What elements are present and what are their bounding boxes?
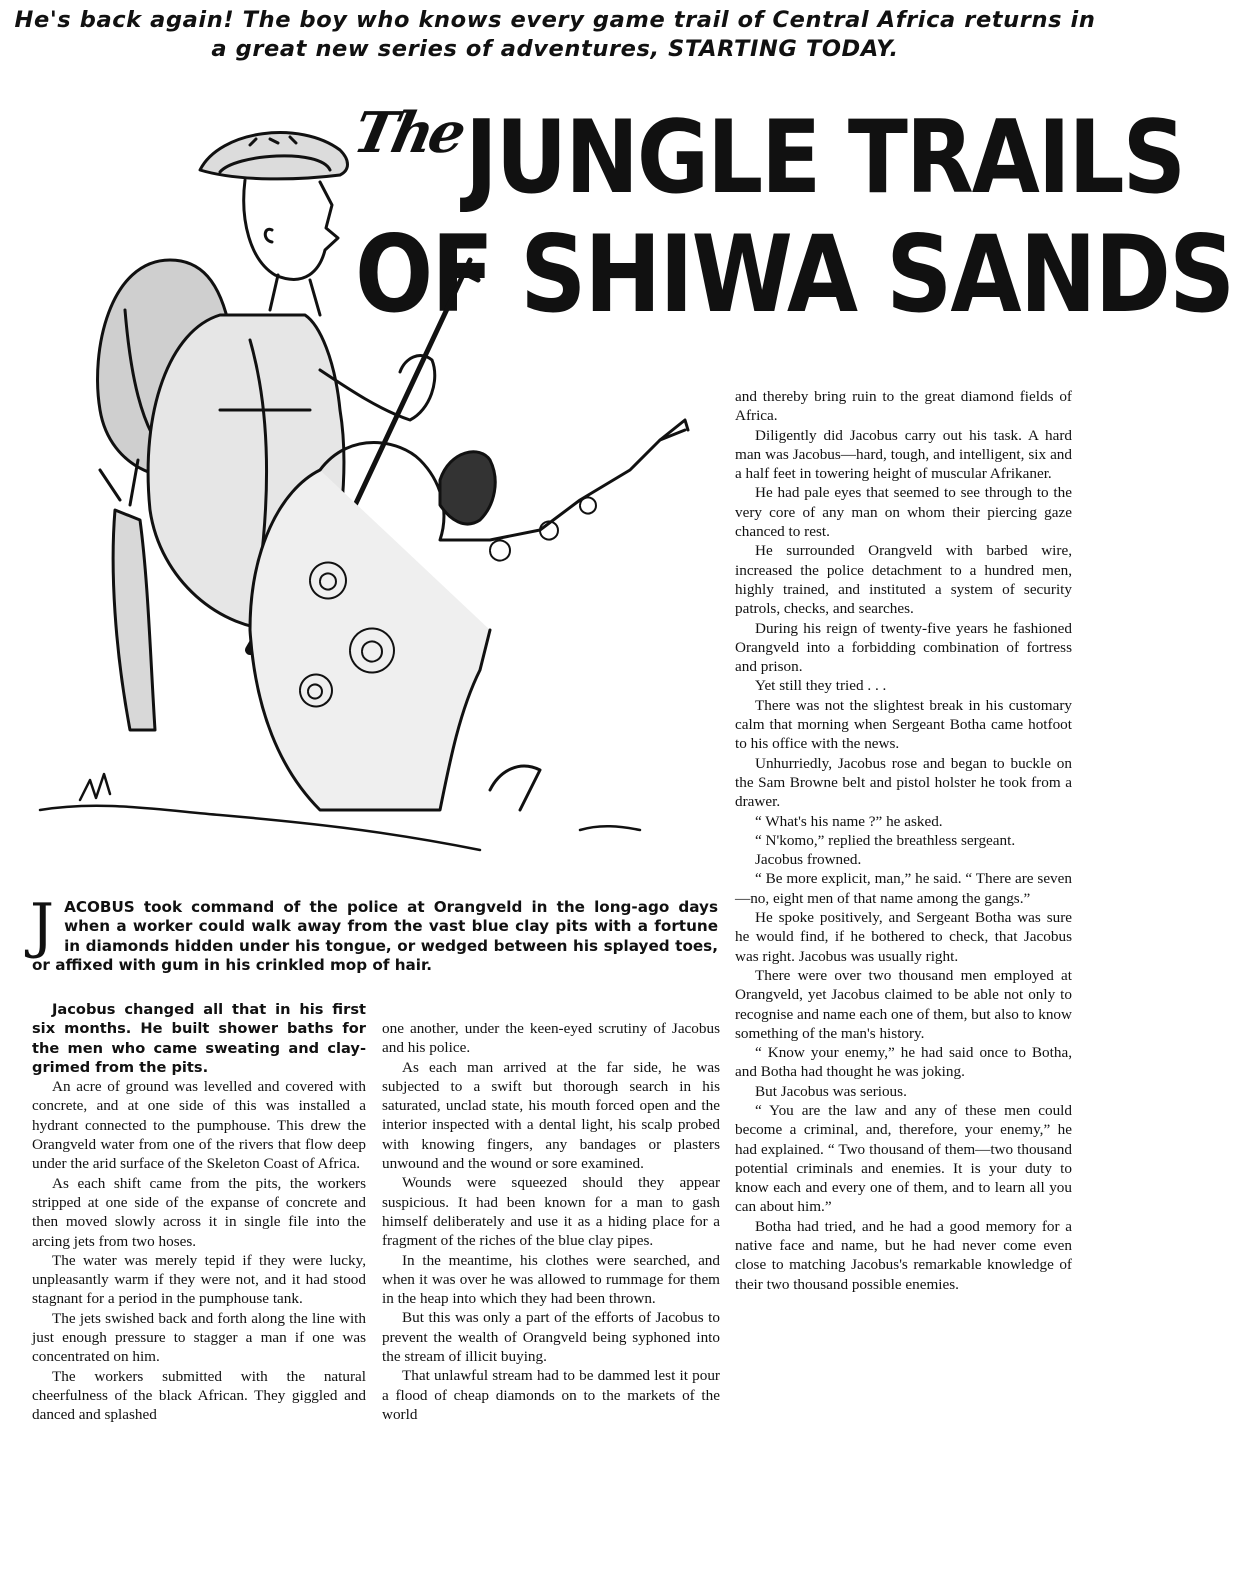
jungle-illustration (20, 110, 710, 880)
paragraph: one another, under the keen-eyed scrutiny of Jacobus and his police. (382, 1020, 720, 1057)
title-jungle-trails: JUNGLE TRAILS (465, 97, 1185, 217)
title-of: OF (355, 213, 493, 337)
paragraph: Diligently did Jacobus carry out his task. A hard man was Jacobus—hard, tough, and intelligent, six and a half feet in towering height of muscular Afrikaner. (735, 426, 1072, 483)
paragraph: That unlawful stream had to be dammed lest it pour a flood of cheap diamonds on to the markets of the world (382, 1367, 720, 1423)
lead-text: ACOBUS took command of the police at Orangveld in the long-ago days when a worker could walk away from the vast blue clay pits with a fortune in diamonds hidden under his tongue, or wedged between his splayed toes, or affixed with gum in his crinkled mop of hair. (32, 898, 718, 974)
lead-paragraph (30, 891, 718, 975)
paragraph: The water was merely tepid if they were lucky, unpleasantly warm if they were not, and it had stood stagnant for a period in the pumphouse tank. (32, 1251, 366, 1308)
title-shiwa-sands: SHIWA SANDS (520, 213, 1233, 337)
paragraph: Yet still they tried . . . (755, 677, 887, 695)
paragraph: Unhurriedly, Jacobus rose and began to buckle on the Sam Browne belt and pistol holster he took from a drawer. (735, 754, 1072, 811)
young-man-figure (244, 180, 338, 279)
paragraph: Wounds were squeezed should they appear suspicious. It had been known for a man to gash himself deliberately and use it as a hiding place for a fragment of the riches of the blue clay pipes. (382, 1174, 720, 1250)
paragraph: “ What's his name ?” he asked. (755, 812, 943, 830)
paragraph: There was not the slightest break in his customary calm that morning when Sergeant Botha came hotfoot to his office with the news. (735, 696, 1072, 753)
teaser-headline: He's back again! The boy who knows every game trail of Central Africa returns in a great new series of adventures, STARTING TODAY. (14, 7, 1096, 62)
drop-cap: J (30, 891, 55, 961)
paragraph: “ Be more explicit, man,” he said. “ There are seven—no, eight men of that name among the gangs.” (735, 870, 1072, 907)
paragraph: As each shift came from the pits, the workers stripped at one side of the expanse of concrete and then moved slowly across it in single file into the arcing jets from two hoses. (32, 1174, 366, 1250)
paragraph: He spoke positively, and Sergeant Botha was sure he would find, if he bothered to check, that Jacobus was right. Jacobus was usually right. (735, 909, 1072, 965)
paragraph: An acre of ground was levelled and covered with concrete, and at one side of this was installed a hydrant connected to the pumphouse. This drew the Orangveld water from one of the rivers that flow deep under the arid surface of the Skeleton Coast of Africa. (32, 1078, 366, 1173)
paragraph: But Jacobus was serious. (755, 1082, 907, 1100)
paragraph: As each man arrived at the far side, he was subjected to a swift but thorough search in his saturated, unclad state, his mouth forced open and the interior inspected with a dental light, his scalp probed with knowing fingers, any bandages or plasters unwound and the wound or sore examined. (382, 1058, 720, 1173)
paragraph: The workers submitted with the natural cheerfulness of the black African. They giggled and danced and splashed (32, 1367, 366, 1424)
paragraph: Jacobus changed all that in his first six months. He built shower baths for the men who came sweating and clay-grimed from the pits. (32, 1001, 366, 1076)
paragraph: In the meantime, his clothes were searched, and when it was over he was allowed to rummage for them in the heap into which they had been thrown. (382, 1251, 720, 1308)
paragraph: Botha had tried, and he had a good memory for a native face and name, but he had never come even close to matching Jacobus's remarkable knowledge of their two thousand possible enemies. (735, 1217, 1072, 1293)
article-column-2 (382, 1019, 720, 1424)
paragraph: The jets swished back and forth along the line with just enough pressure to stagger a man if one was concentrated on him. (32, 1309, 366, 1366)
paragraph: But this was only a part of the efforts of Jacobus to prevent the wealth of Orangveld being syphoned into the stream of illicit buying. (382, 1309, 720, 1366)
paragraph: He had pale eyes that seemed to see through to the very core of any man on whom their piercing gaze chanced to rest. (735, 484, 1072, 541)
paragraph: “ N'komo,” replied the breathless sergeant. (755, 831, 1016, 849)
paragraph: He surrounded Orangveld with barbed wire, increased the police detachment to a hundred men, highly trained, and instituted a system of security patrols, checks, and searches. (735, 542, 1072, 618)
paragraph: “ Know your enemy,” he had said once to Botha, and Botha had thought he was joking. (735, 1044, 1072, 1081)
paragraph: and thereby bring ruin to the great diamond fields of Africa. (735, 388, 1072, 425)
paragraph: During his reign of twenty-five years he fashioned Orangveld into a forbidding combination of fortress and prison. (735, 619, 1072, 676)
paragraph: There were over two thousand men employed at Orangveld, yet Jacobus claimed to be able not only to recognise and name each one of them, but also to know something of the man's history. (735, 966, 1072, 1042)
article-column-1 (32, 1000, 366, 1425)
paragraph: Jacobus frowned. (755, 851, 862, 869)
paragraph: “ You are the law and any of these men could become a criminal, and, therefore, your enemy,” he had explained. “ Two thousand of them—two thousand potential criminals and enemies. It is your duty to know each and every one of them, and to learn all you can about him.” (735, 1101, 1072, 1216)
knife-sheath-icon (113, 510, 155, 730)
title-the: The (347, 100, 469, 166)
article-column-3 (735, 387, 1072, 1294)
